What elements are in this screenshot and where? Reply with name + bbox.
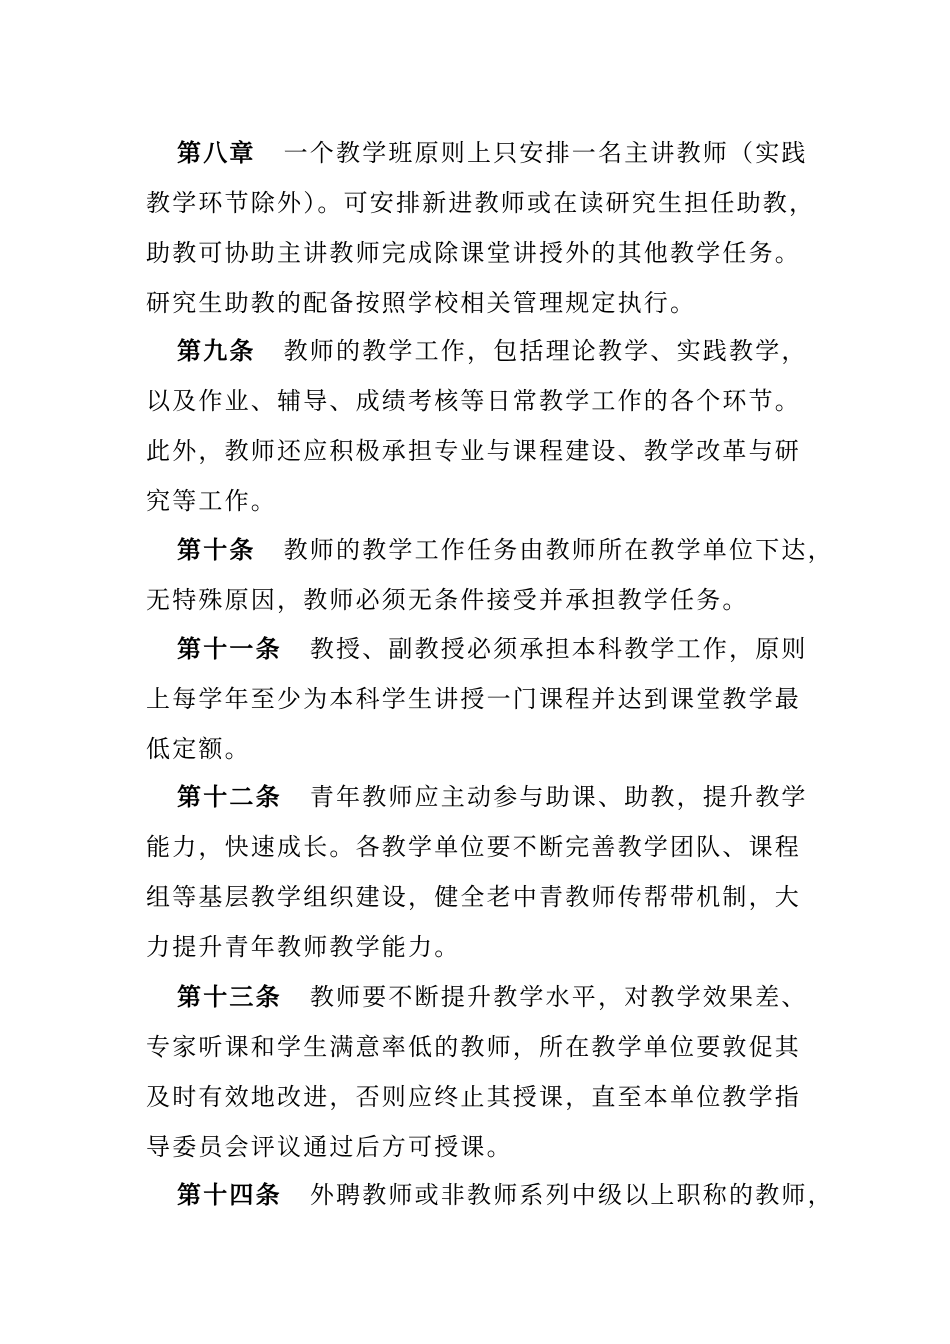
article-heading: 第十三条: [177, 982, 282, 1011]
article-text: 能力，快速成长。各教学单位要不断完善教学团队、课程: [146, 833, 801, 861]
article-text: 一个教学班原则上只安排一名主讲教师（实践: [283, 139, 808, 167]
article-text: 青年教师应主动参与助课、助教，提升教学: [309, 783, 808, 811]
article-heading: 第九条: [177, 336, 256, 365]
article-text: 导委员会评议通过后方可授课。: [146, 1133, 513, 1161]
article-text: 究等工作。: [146, 487, 277, 515]
article-text: 教师的教学工作，包括理论教学、实践教学，: [283, 337, 808, 365]
article-12: [146, 772, 806, 972]
article-heading: 第十二条: [177, 782, 282, 811]
article-heading: 第十四条: [177, 1180, 282, 1209]
article-text: 教授、副教授必须承担本科教学工作，原则: [309, 635, 808, 663]
article-first-line: [146, 772, 806, 822]
article-text: 教学环节除外）。可安排新进教师或在读研究生担任助教，: [146, 189, 816, 217]
article-first-line: [146, 624, 806, 674]
article-text: 助教可协助主讲教师完成除课堂讲授外的其他教学任务。: [146, 239, 801, 267]
article-text: 教师的教学工作任务由教师所在教学单位下达，: [283, 536, 834, 564]
article-text: 以及作业、辅导、成绩考核等日常教学工作的各个环节。: [146, 387, 801, 415]
article-13: [146, 972, 806, 1172]
article-8: [146, 128, 816, 328]
article-text: 教师要不断提升教学水平，对教学效果差、: [309, 983, 808, 1011]
article-heading: 第八章: [177, 138, 256, 167]
article-first-line: [146, 972, 806, 1022]
article-first-line: [146, 1170, 834, 1220]
article-14: [146, 1170, 834, 1220]
article-text: 专家听课和学生满意率低的教师，所在教学单位要敦促其: [146, 1033, 801, 1061]
article-text: 无特殊原因，教师必须无条件接受并承担教学任务。: [146, 586, 749, 614]
article-text: 力提升青年教师教学能力。: [146, 933, 461, 961]
article-text: 研究生助教的配备按照学校相关管理规定执行。: [146, 289, 697, 317]
article-text: 此外，教师还应积极承担专业与课程建设、教学改革与研: [146, 437, 801, 465]
article-text: 及时有效地改进，否则应终止其授课，直至本单位教学指: [146, 1083, 801, 1111]
article-11: [146, 624, 806, 774]
article-10: [146, 525, 834, 625]
article-text: 外聘教师或非教师系列中级以上职称的教师，: [309, 1181, 834, 1209]
article-text: 上每学年至少为本科学生讲授一门课程并达到课堂教学最: [146, 685, 801, 713]
article-9: [146, 326, 806, 526]
article-heading: 第十条: [177, 535, 256, 564]
article-first-line: [146, 128, 806, 178]
article-first-line: [146, 525, 834, 575]
article-first-line: [146, 326, 806, 376]
article-heading: 第十一条: [177, 634, 282, 663]
article-text: 低定额。: [146, 735, 251, 763]
article-text: 组等基层教学组织建设，健全老中青教师传帮带机制，大: [146, 883, 801, 911]
